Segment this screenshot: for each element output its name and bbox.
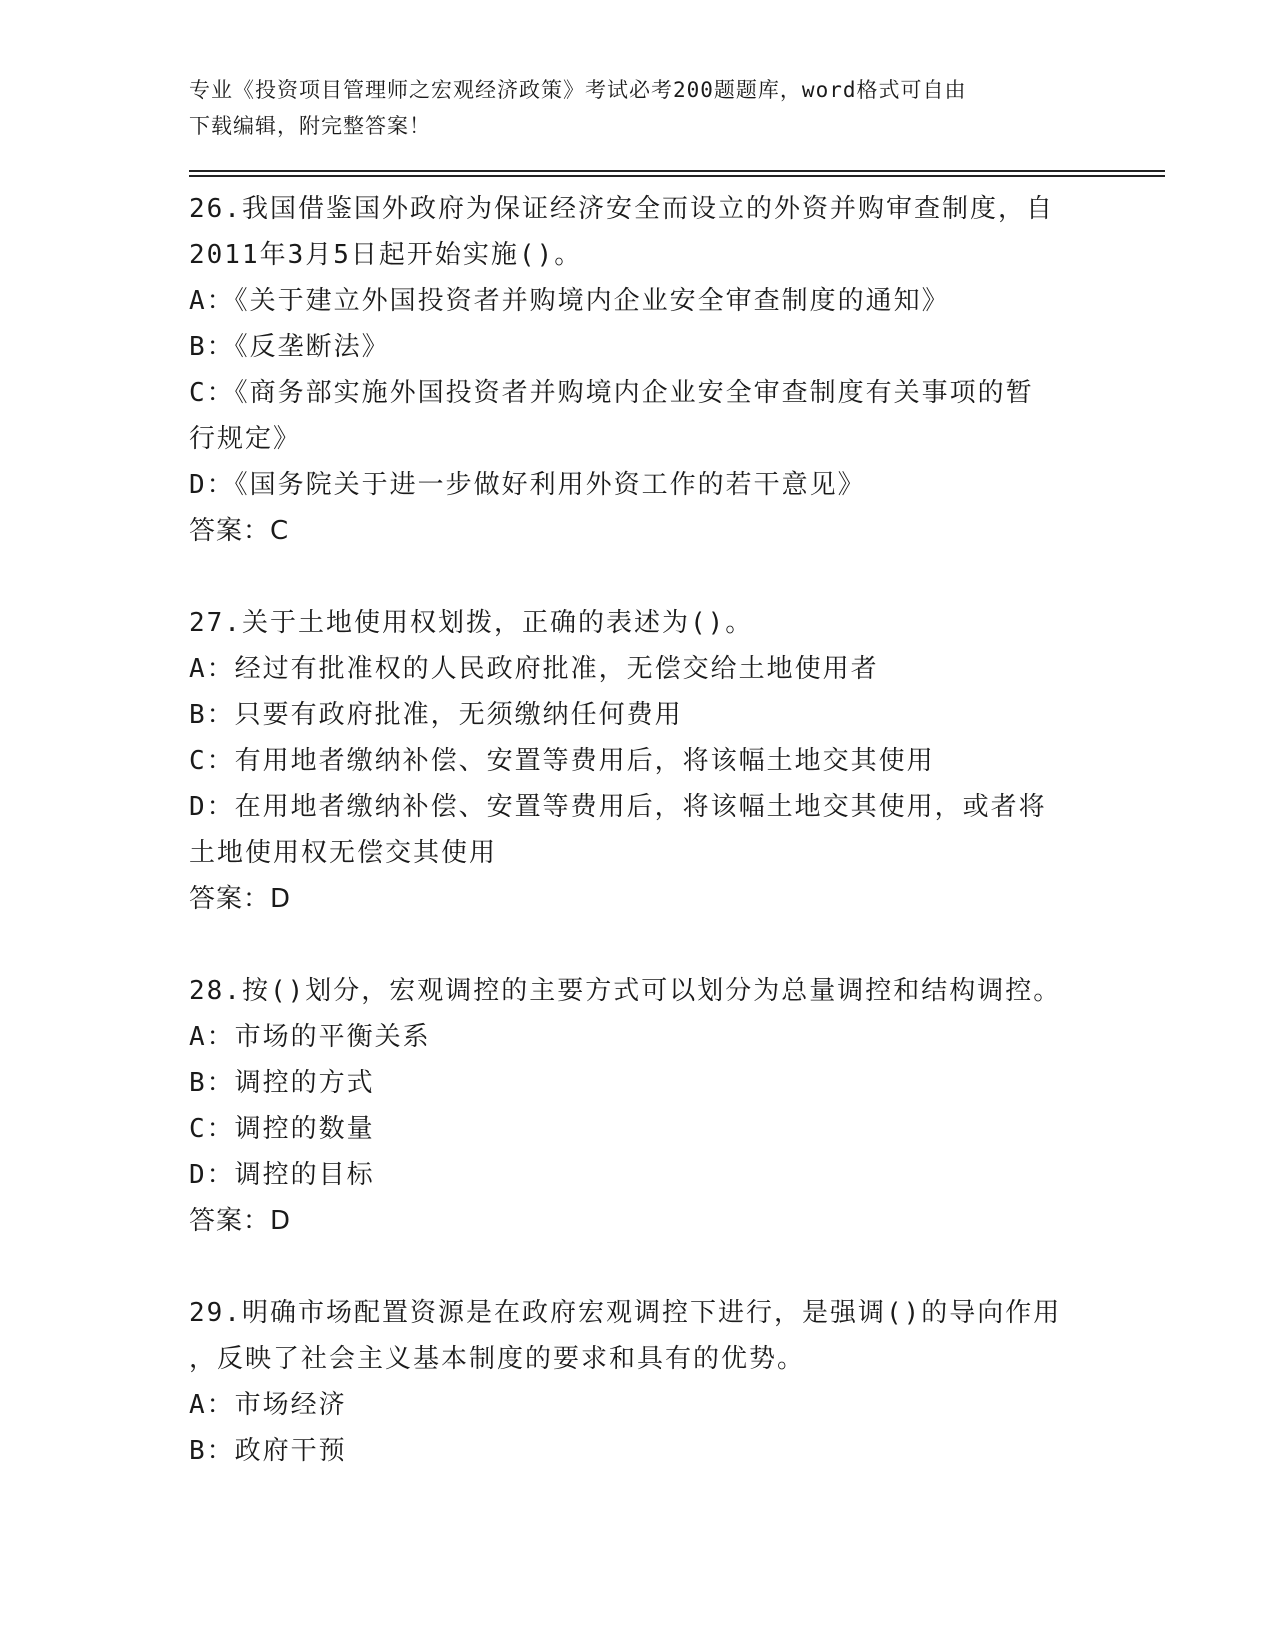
option-line: A：市场经济 xyxy=(189,1390,347,1420)
header-line-1: 专业《投资项目管理师之宏观经济政策》考试必考200题题库，word格式可自由 xyxy=(189,78,967,102)
header-line-2: 下载编辑，附完整答案！ xyxy=(189,114,431,138)
question-list xyxy=(189,186,1089,1520)
question-stem-line: 29.明确市场配置资源是在政府宏观调控下进行，是强调()的导向作用 xyxy=(189,1298,1062,1328)
question-stem-line: 28.按()划分，宏观调控的主要方式可以划分为总量调控和结构调控。 xyxy=(189,976,1062,1006)
question-block xyxy=(189,968,1089,1244)
question-stem-line: ，反映了社会主义基本制度的要求和具有的优势。 xyxy=(189,1344,806,1374)
question-block xyxy=(189,1290,1089,1474)
answer-label: 答案：D xyxy=(189,1206,292,1236)
document-header xyxy=(189,72,1089,144)
option-line: B：只要有政府批准，无须缴纳任何费用 xyxy=(189,700,683,730)
option-line: A：《关于建立外国投资者并购境内企业安全审查制度的通知》 xyxy=(189,286,950,316)
question-stem-line: 2011年3月5日起开始实施()。 xyxy=(189,240,583,270)
header-divider-bottom xyxy=(189,175,1165,177)
option-line: D：调控的目标 xyxy=(189,1160,375,1190)
question-block xyxy=(189,600,1089,922)
option-line: D：《国务院关于进一步做好利用外资工作的若干意见》 xyxy=(189,470,866,500)
option-line: D：在用地者缴纳补偿、安置等费用后，将该幅土地交其使用，或者将 xyxy=(189,792,1047,822)
option-line: C：有用地者缴纳补偿、安置等费用后，将该幅土地交其使用 xyxy=(189,746,935,776)
option-line: A：市场的平衡关系 xyxy=(189,1022,431,1052)
option-line: B：政府干预 xyxy=(189,1436,347,1466)
option-line: C：《商务部实施外国投资者并购境内企业安全审查制度有关事项的暂 xyxy=(189,378,1034,408)
question-block xyxy=(189,186,1089,554)
option-line: C：调控的数量 xyxy=(189,1114,375,1144)
option-line: 行规定》 xyxy=(189,424,302,454)
answer-label: 答案：C xyxy=(189,516,290,546)
header-divider-top xyxy=(189,170,1165,172)
question-stem-line: 26.我国借鉴国外政府为保证经济安全而设立的外资并购审查制度，自 xyxy=(189,194,1054,224)
option-line: A：经过有批准权的人民政府批准，无偿交给土地使用者 xyxy=(189,654,879,684)
option-line: B：调控的方式 xyxy=(189,1068,375,1098)
answer-label: 答案：D xyxy=(189,884,292,914)
question-stem-line: 27.关于土地使用权划拨，正确的表述为()。 xyxy=(189,608,754,638)
option-line: B：《反垄断法》 xyxy=(189,332,390,362)
option-line: 土地使用权无偿交其使用 xyxy=(189,838,498,868)
